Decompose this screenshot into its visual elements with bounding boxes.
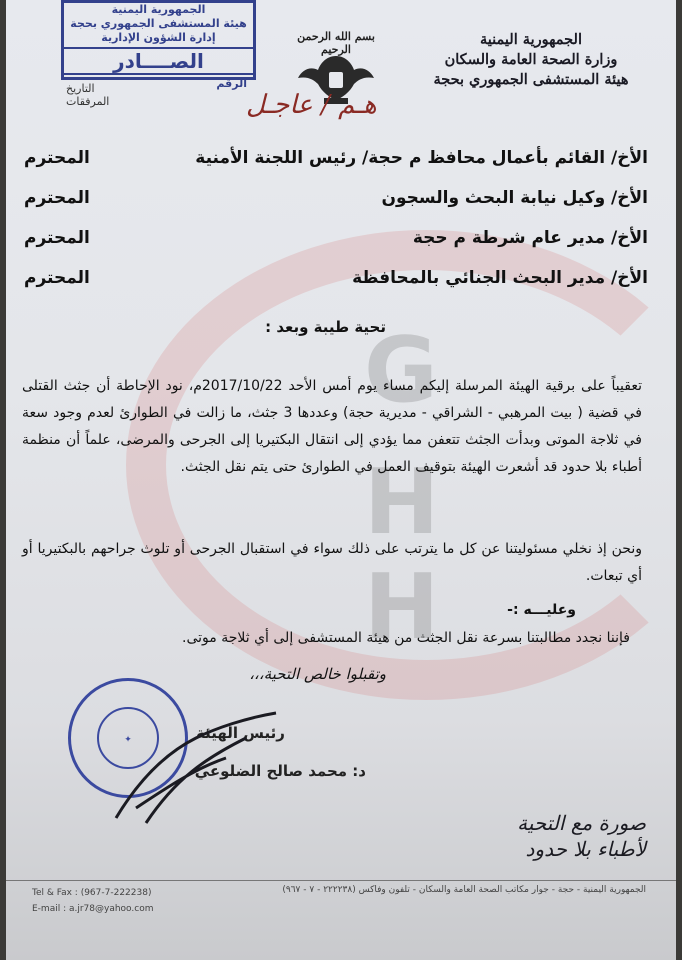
basmala: بسم الله الرحمن الرحيم [297,30,375,56]
stamp-line: هيئة المستشفى الجمهوري بحجة [70,17,247,30]
addressee-name: الأخ/ وكيل نيابة البحث والسجون [381,188,648,208]
stamp-line: الجمهورية اليمنية [111,3,206,16]
org-line-hospital: هيئة المستشفى الجمهوري بحجة [433,71,629,88]
handwritten-signature [106,708,306,828]
addressee-honorific: المحترم [24,148,90,168]
seal-emblem-icon: ✦ [97,707,159,769]
org-line-country: الجمهورية اليمنية [480,31,582,48]
addressee-line [18,228,648,248]
stamp-number-label: الرقم [216,77,247,90]
addressee-name: الأخ/ القائم بأعمال محافظ م حجة/ رئيس اللجنة الأمنية [195,148,648,168]
letter-page [6,0,676,960]
body-paragraph: ونحن إذ نخلي مسئوليتنا عن كل ما يترتب على ذلك سواء في استقبال الجرحى أو تلوث جراحهم بالبكتيريا أو أي تبعات. [22,541,642,584]
stamp-title: الصــــادر [64,47,253,75]
letter-footer [6,880,676,921]
demand-text: فإننا نجدد مطالبتنا بسرعة نقل الجثث من هيئة المستشفى إلى أي ثلاجة موتى. [182,630,630,646]
watermark-letter: G [364,318,438,423]
watermark-letter: H [364,555,440,660]
footer-email: E-mail : a.jr78@yahoo.com [32,904,154,914]
signatory-name: د: محمد صالح الضلوعي [194,762,366,780]
handwritten-reference: هـم / عاجـل [246,90,377,120]
cc-line: لأطباء بلا حدود [525,837,646,861]
stamp-date-label: التاريخ [66,82,95,95]
greeting: تحية طيبة وبعد : [265,318,386,336]
addressee-honorific: المحترم [24,188,90,208]
footer-contacts [32,885,153,917]
org-header [426,30,636,90]
watermark-letter: H [364,450,440,555]
addressee-honorific: المحترم [24,228,90,248]
footer-tel: Tel & Fax : (967-7-222238) [32,888,152,898]
signatory-title: رئيس الهيئة [196,724,285,742]
addressee-line [18,188,648,208]
body-paragraph: تعقيباً على برقية الهيئة المرسلة إليكم مساء يوم أمس الأحد 2017/10/22م، نود الإحاطة أن جثث القتلى في قضية ( بيت المرهبي - الشراقي - مديرية حجة) وعددها 3 جثث، ما زالت في الطوارئ لعدم وجود سعة في ثلاجة الموتى وبدأت الجثث تتعفن مما يؤدي إلى انتقال البكتيريا إلى الجرحى والمرضى، علماً أن منظمة أطباء بلا حدود قد أشعرت الهيئة بتوقيف العمل في الطوارئ حتى يتم نقل الجثث. [22,378,642,475]
addressee-name: الأخ/ مدير البحث الجنائي بالمحافظة [352,268,648,288]
stamp-attachments-label: المرفقات [66,95,110,108]
footer-address: الجمهورية اليمنية - حجة - جوار مكاتب الصحة العامة والسكان - تلفون وفاكس (٢٢٢٢٣٨ - ٧ - ٩٦٧) [282,885,646,895]
stamp-line: إدارة الشؤون الإدارية [101,31,216,44]
handwritten-cc-note [406,810,646,862]
reply-label: وعليـــه :- [507,602,576,618]
cc-line: صورة مع التحية [517,811,646,835]
org-line-ministry: وزارة الصحة العامة والسكان [444,51,618,68]
addressee-honorific: المحترم [24,268,90,288]
closing-regards: وتقبلوا خالص التحية،،، [249,665,386,683]
addressee-name: الأخ/ مدير عام شرطة م حجة [412,228,648,248]
stamp-meta [66,82,256,108]
addressee-line [18,268,648,288]
addressee-line [18,148,648,168]
